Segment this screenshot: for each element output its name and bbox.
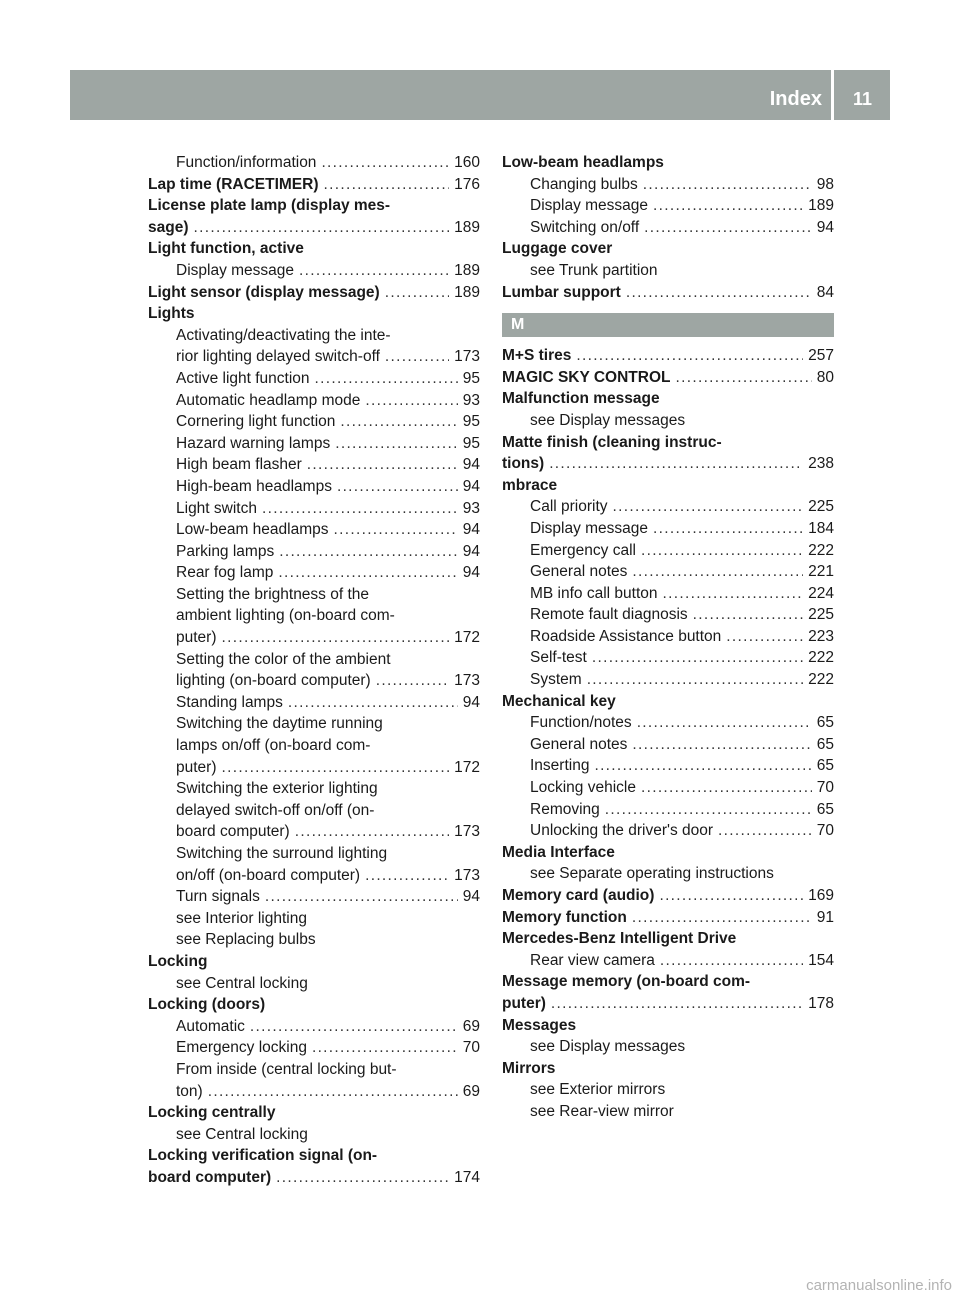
index-entry	[148, 757, 480, 779]
entry-page-number: 65	[816, 735, 834, 753]
entry-text: Parking lamps	[176, 542, 275, 560]
index-group-m	[502, 345, 834, 1122]
entry-text: see Display messages	[530, 411, 686, 429]
entry-text: see Trunk partition	[530, 261, 658, 279]
entry-page-number: 70	[816, 779, 834, 797]
entry-text: Memory card (audio)	[502, 887, 655, 904]
dot-leader	[576, 345, 803, 367]
entry-text: puter)	[176, 629, 217, 647]
entry-page-number: 154	[808, 951, 834, 969]
index-entry	[148, 562, 480, 584]
dot-leader	[385, 282, 449, 304]
dot-leader	[653, 195, 803, 217]
entry-text: Automatic	[176, 1017, 245, 1035]
index-entry	[148, 973, 480, 995]
entry-page-number: 172	[454, 629, 480, 647]
entry-text: ambient lighting (on-board com-	[176, 607, 395, 625]
entry-text: Switching the daytime running	[176, 715, 383, 733]
entry-page-number: 94	[462, 521, 480, 539]
entry-text: Low-beam headlamps	[502, 154, 664, 171]
index-entry	[502, 388, 834, 410]
entry-text: Locking	[148, 952, 208, 970]
entry-page-number: 69	[462, 1082, 480, 1100]
entry-text: see Replacing bulbs	[176, 931, 316, 949]
entry-text: Function/information	[176, 154, 317, 171]
entry-text: Remote fault diagnosis	[530, 606, 688, 624]
dot-leader	[626, 282, 812, 304]
index-entry	[502, 453, 834, 475]
dot-leader	[663, 583, 804, 605]
index-entry	[148, 1059, 480, 1081]
index-entry	[502, 282, 834, 304]
index-entry	[148, 498, 480, 520]
index-entry	[502, 647, 834, 669]
entry-page-number: 94	[462, 477, 480, 495]
index-entry	[148, 627, 480, 649]
entry-text: see Central locking	[176, 974, 308, 992]
entry-text: see Interior lighting	[176, 909, 307, 927]
dot-leader	[365, 865, 449, 887]
index-entry	[502, 907, 834, 929]
index-entry	[148, 238, 480, 260]
entry-page-number: 94	[462, 456, 480, 474]
entry-page-number: 172	[454, 758, 480, 776]
entry-text: General notes	[530, 735, 628, 753]
dot-leader	[208, 1081, 458, 1103]
index-entry	[502, 712, 834, 734]
entry-page-number: 94	[462, 888, 480, 906]
dot-leader	[613, 496, 804, 518]
index-entry	[502, 755, 834, 777]
index-entry	[502, 561, 834, 583]
entry-text: see Display messages	[530, 1038, 686, 1056]
entry-text: Light function, active	[148, 240, 304, 258]
entry-text: Self-test	[530, 649, 587, 667]
entry-text: Hazard warning lamps	[176, 434, 331, 452]
entry-page-number: 84	[816, 283, 834, 301]
entry-page-number: 173	[454, 866, 480, 884]
entry-page-number: 173	[454, 672, 480, 690]
entry-text: Low-beam headlamps	[176, 521, 329, 539]
dot-leader	[551, 993, 803, 1015]
index-entry	[502, 174, 834, 196]
entry-text: Removing	[530, 800, 600, 818]
entry-text: Luggage cover	[502, 240, 613, 258]
index-entry	[148, 951, 480, 973]
dot-leader	[605, 799, 812, 821]
entry-text: Automatic headlamp mode	[176, 391, 361, 409]
entry-page-number: 69	[462, 1017, 480, 1035]
index-entry	[148, 368, 480, 390]
index-entry	[148, 778, 480, 800]
header-divider	[831, 70, 834, 120]
entry-text: MB info call button	[530, 584, 658, 602]
dot-leader	[653, 518, 803, 540]
entry-page-number: 65	[816, 800, 834, 818]
entry-page-number: 225	[808, 606, 834, 624]
dot-leader	[299, 260, 449, 282]
entry-text: lamps on/off (on-board com-	[176, 737, 371, 755]
entry-text: Switching the exterior lighting	[176, 780, 378, 798]
index-entry	[502, 1079, 834, 1101]
entry-page-number: 94	[462, 693, 480, 711]
entry-page-number: 224	[808, 584, 834, 602]
dot-leader	[592, 647, 803, 669]
index-column-right	[502, 152, 834, 1123]
entry-page-number: 189	[454, 261, 480, 279]
index-entry	[502, 928, 834, 950]
index-entry	[148, 454, 480, 476]
entry-text: Lumbar support	[502, 283, 621, 301]
entry-text: From inside (central locking but-	[176, 1060, 397, 1078]
dot-leader	[718, 820, 812, 842]
index-entry	[502, 863, 834, 885]
entry-text: Turn signals	[176, 888, 260, 906]
entry-text: ton)	[176, 1082, 203, 1100]
entry-text: Media Interface	[502, 843, 615, 861]
dot-leader	[632, 907, 812, 929]
entry-text: Lap time (RACETIMER)	[148, 175, 319, 193]
entry-page-number: 189	[808, 197, 834, 215]
index-entry	[502, 496, 834, 518]
dot-leader	[660, 950, 803, 972]
entry-text: Call priority	[530, 498, 608, 516]
entry-text: Light switch	[176, 499, 257, 517]
index-entry	[148, 994, 480, 1016]
entry-text: Display message	[176, 261, 295, 279]
entry-text: System	[530, 671, 582, 689]
entry-page-number: 91	[816, 908, 834, 926]
entry-page-number: 160	[454, 154, 480, 171]
dot-leader	[307, 454, 458, 476]
entry-page-number: 189	[454, 283, 480, 301]
entry-text: Locking verification signal (on-	[148, 1147, 378, 1165]
page-header	[70, 70, 890, 120]
dot-leader	[262, 498, 458, 520]
dot-leader	[365, 390, 457, 412]
dot-leader	[643, 174, 812, 196]
index-entry	[502, 367, 834, 389]
index-entry	[148, 325, 480, 347]
entry-text: Switching on/off	[530, 218, 640, 236]
entry-page-number: 65	[816, 757, 834, 775]
entry-page-number: 94	[462, 542, 480, 560]
dot-leader	[676, 367, 812, 389]
index-entry	[148, 843, 480, 865]
index-entry	[502, 691, 834, 713]
index-entry	[502, 971, 834, 993]
entry-text: Emergency call	[530, 541, 636, 559]
entry-page-number: 257	[808, 347, 834, 365]
index-entry	[148, 1102, 480, 1124]
entry-text: sage)	[148, 218, 189, 236]
entry-text: Unlocking the driver's door	[530, 822, 714, 840]
entry-text: Matte finish (cleaning instruc-	[502, 433, 722, 451]
entry-text: High-beam headlamps	[176, 477, 332, 495]
entry-page-number: 184	[808, 519, 834, 537]
entry-text: M+S tires	[502, 347, 572, 365]
entry-text: Setting the brightness of the	[176, 585, 370, 603]
dot-leader	[637, 712, 812, 734]
index-entry	[502, 1015, 834, 1037]
index-entry	[148, 541, 480, 563]
entry-text: High beam flasher	[176, 456, 302, 474]
entry-page-number: 178	[808, 994, 834, 1012]
entry-text: Roadside Assistance button	[530, 627, 722, 645]
dot-leader	[385, 346, 449, 368]
dot-leader	[337, 476, 458, 498]
page-number: 11	[852, 89, 872, 109]
index-entry	[502, 540, 834, 562]
index-column-left	[148, 152, 480, 1189]
index-entry	[148, 433, 480, 455]
dot-leader	[376, 670, 449, 692]
entry-page-number: 65	[816, 714, 834, 732]
entry-text: mbrace	[502, 476, 558, 494]
index-entry	[502, 669, 834, 691]
entry-text: Locking vehicle	[530, 779, 636, 797]
index-entry	[502, 1036, 834, 1058]
entry-text: Rear fog lamp	[176, 564, 274, 582]
index-entry	[148, 735, 480, 757]
entry-page-number: 173	[454, 823, 480, 841]
index-entry	[148, 692, 480, 714]
index-entry	[148, 282, 480, 304]
dot-leader	[632, 734, 811, 756]
dot-leader	[276, 1167, 449, 1189]
entry-text: MAGIC SKY CONTROL	[502, 368, 671, 386]
entry-text: Message memory (on-board com-	[502, 973, 751, 991]
dot-leader	[312, 1037, 458, 1059]
dot-leader	[726, 626, 803, 648]
entry-text: Inserting	[530, 757, 590, 775]
dot-leader	[265, 886, 458, 908]
entry-page-number: 80	[816, 368, 834, 386]
index-entry	[148, 929, 480, 951]
dot-leader	[641, 777, 812, 799]
index-entry	[148, 821, 480, 843]
index-entry	[502, 777, 834, 799]
dot-leader	[335, 433, 458, 455]
dot-leader	[222, 627, 450, 649]
entry-text: lighting (on-board computer)	[176, 672, 371, 690]
entry-text: General notes	[530, 563, 628, 581]
entry-text: Changing bulbs	[530, 175, 638, 193]
entry-page-number: 94	[816, 218, 834, 236]
entry-text: puter)	[176, 758, 217, 776]
index-entry	[148, 411, 480, 433]
index-entry	[502, 885, 834, 907]
index-entry	[148, 886, 480, 908]
entry-text: Cornering light function	[176, 413, 336, 431]
entry-text: board computer)	[148, 1168, 272, 1186]
index-entry	[502, 820, 834, 842]
entry-text: Rear view camera	[530, 951, 655, 969]
entry-page-number: 93	[462, 499, 480, 517]
dot-leader	[194, 217, 450, 239]
dot-leader	[222, 757, 450, 779]
entry-page-number: 238	[808, 455, 834, 473]
index-entry	[502, 993, 834, 1015]
entry-text: Mechanical key	[502, 692, 616, 710]
entry-text: Standing lamps	[176, 693, 283, 711]
entry-text: board computer)	[176, 823, 290, 841]
entry-text: Emergency locking	[176, 1039, 307, 1057]
index-entry	[148, 174, 480, 196]
entry-text: Messages	[502, 1016, 577, 1034]
index-entry	[502, 950, 834, 972]
entry-text: Activating/deactivating the inte-	[176, 326, 391, 344]
dot-leader	[295, 821, 449, 843]
entry-text: Switching the surround lighting	[176, 845, 388, 862]
dot-leader	[288, 692, 458, 714]
index-entry	[502, 410, 834, 432]
index-entry	[502, 626, 834, 648]
entry-text: puter)	[502, 994, 546, 1012]
entry-text: rior lighting delayed switch-off	[176, 348, 380, 366]
index-entry	[502, 432, 834, 454]
dot-leader	[641, 540, 803, 562]
index-group-l-continued	[502, 152, 834, 303]
index-entry	[502, 475, 834, 497]
entry-text: Mercedes-Benz Intelligent Drive	[502, 930, 737, 948]
dot-leader	[587, 669, 803, 691]
dot-leader	[324, 174, 450, 196]
index-entry	[502, 238, 834, 260]
index-entry	[148, 584, 480, 606]
entry-text: see Rear-view mirror	[530, 1102, 674, 1120]
entry-page-number: 222	[808, 541, 834, 559]
index-entry	[502, 1058, 834, 1080]
dot-leader	[321, 152, 449, 174]
entry-text: Locking (doors)	[148, 996, 266, 1014]
index-entry	[148, 303, 480, 325]
dot-leader	[659, 885, 803, 907]
index-entry	[502, 842, 834, 864]
index-entry	[148, 649, 480, 671]
index-entry	[502, 217, 834, 239]
index-entry	[502, 734, 834, 756]
entry-text: see Separate operating instructions	[530, 865, 774, 883]
entry-text: see Exterior mirrors	[530, 1081, 666, 1099]
index-entry	[148, 865, 480, 887]
index-entry	[502, 518, 834, 540]
index-entry	[148, 670, 480, 692]
index-entry	[148, 217, 480, 239]
entry-text: Light sensor (display message)	[148, 283, 380, 301]
entry-page-number: 93	[462, 391, 480, 409]
entry-text: Function/notes	[530, 714, 632, 732]
entry-page-number: 221	[808, 563, 834, 581]
entry-page-number: 95	[462, 413, 480, 431]
index-entry	[148, 1016, 480, 1038]
entry-text: License plate lamp (display mes-	[148, 197, 391, 215]
entry-text: Lights	[148, 305, 195, 323]
entry-text: Mirrors	[502, 1059, 556, 1077]
entry-text: Display message	[530, 519, 649, 537]
entry-text: tions)	[502, 455, 545, 473]
dot-leader	[632, 561, 803, 583]
index-entry	[148, 800, 480, 822]
section-title: Index	[769, 88, 822, 110]
entry-page-number: 70	[462, 1039, 480, 1057]
dot-leader	[340, 411, 457, 433]
index-entry	[148, 390, 480, 412]
entry-text: see Central locking	[176, 1125, 308, 1143]
index-entry	[502, 799, 834, 821]
index-entry	[502, 604, 834, 626]
dot-leader	[250, 1016, 458, 1038]
entry-text: Active light function	[176, 369, 310, 387]
entry-page-number: 176	[454, 175, 480, 193]
entry-page-number: 98	[816, 175, 834, 193]
index-entry	[148, 1037, 480, 1059]
index-entry	[148, 152, 480, 174]
index-entry	[502, 260, 834, 282]
entry-page-number: 173	[454, 348, 480, 366]
dot-leader	[278, 562, 457, 584]
index-entry	[148, 1145, 480, 1167]
index-entry	[502, 195, 834, 217]
entry-page-number: 225	[808, 498, 834, 516]
index-entry	[502, 583, 834, 605]
entry-page-number: 222	[808, 671, 834, 689]
entry-page-number: 223	[808, 627, 834, 645]
dot-leader	[549, 453, 803, 475]
index-entry	[502, 152, 834, 174]
dot-leader	[693, 604, 803, 626]
dot-leader	[279, 541, 458, 563]
entry-page-number: 94	[462, 564, 480, 582]
entry-text: Memory function	[502, 908, 627, 926]
dot-leader	[594, 755, 811, 777]
entry-text: delayed switch-off on/off (on-	[176, 801, 375, 819]
dot-leader	[644, 217, 812, 239]
entry-page-number: 95	[462, 434, 480, 452]
entry-text: Display message	[530, 197, 649, 215]
entry-page-number: 222	[808, 649, 834, 667]
section-letter-m: M	[502, 313, 834, 337]
index-entry	[148, 605, 480, 627]
index-entry	[148, 260, 480, 282]
entry-page-number: 95	[462, 369, 480, 387]
index-entry	[148, 713, 480, 735]
entry-page-number: 189	[454, 218, 480, 236]
index-entry	[148, 1167, 480, 1189]
watermark: carmanualsonline.info	[806, 1277, 952, 1294]
index-entry	[148, 519, 480, 541]
dot-leader	[334, 519, 458, 541]
entry-text: Locking centrally	[148, 1104, 276, 1122]
dot-leader	[315, 368, 458, 390]
entry-text: Setting the color of the ambient	[176, 650, 391, 668]
index-entry	[148, 476, 480, 498]
index-entry	[148, 1124, 480, 1146]
index-entry	[148, 1081, 480, 1103]
entry-text: on/off (on-board computer)	[176, 866, 361, 884]
index-entry	[148, 346, 480, 368]
entry-page-number: 169	[808, 887, 834, 904]
entry-page-number: 70	[816, 822, 834, 840]
index-entry	[502, 1101, 834, 1123]
index-entry	[502, 345, 834, 367]
index-entry	[148, 195, 480, 217]
entry-page-number: 174	[454, 1168, 480, 1186]
index-entry	[148, 908, 480, 930]
entry-text: Malfunction message	[502, 390, 660, 408]
